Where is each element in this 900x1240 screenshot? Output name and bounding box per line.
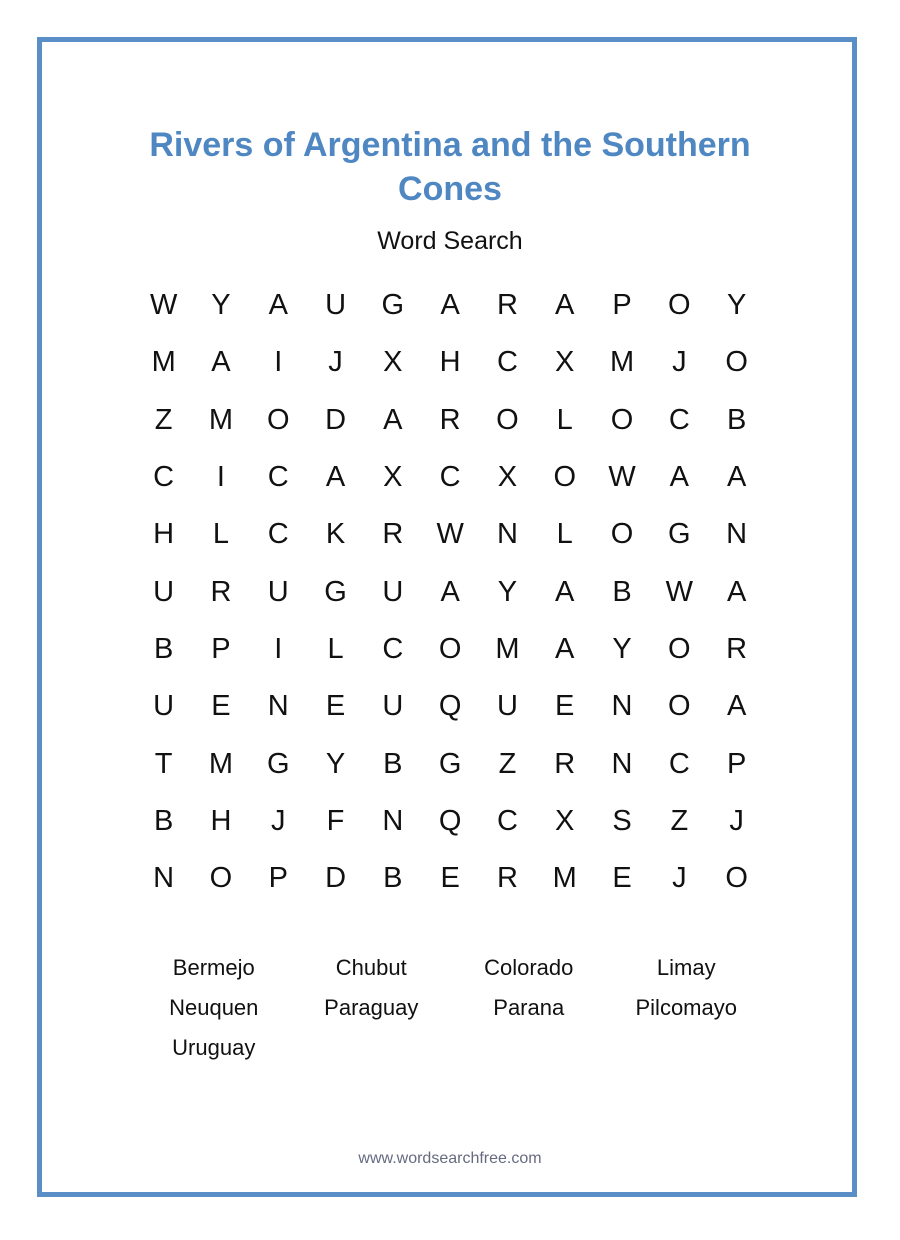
grid-letter: U [382,690,404,723]
grid-letter: C [496,804,518,837]
grid-letter: I [274,632,283,665]
grid-letter: Q [438,804,462,837]
word-list-item: Limay [656,955,716,980]
puzzle-title [0,123,900,211]
grid-letter: D [325,862,347,895]
grid-letter: O [725,346,748,379]
grid-letter: A [325,461,346,494]
grid-letter: D [325,403,347,436]
grid-letter: S [612,804,632,837]
grid-letter: T [154,747,173,780]
grid-letter: N [611,690,633,723]
word-list-item: Neuquen [169,995,259,1020]
grid-letter: P [268,862,288,895]
grid-letter: O [610,518,634,551]
grid-letter: O [725,862,748,895]
grid-letter: Z [498,747,517,780]
grid-letter: Q [438,690,462,723]
grid-letter: C [668,403,690,436]
title-line-2: Cones [398,170,502,208]
grid-letter: U [325,289,347,322]
word-list [135,948,765,1068]
grid-letter: X [555,804,575,837]
grid-letter: J [270,804,286,837]
grid-letter: B [726,403,747,436]
grid-letter: B [612,575,632,608]
grid-letter: C [153,461,175,494]
word-list-item: Chubut [335,955,407,980]
grid-letter: Y [726,289,747,322]
grid-letter: A [211,346,231,379]
grid-letter: N [726,518,748,551]
grid-letter: U [267,575,289,608]
grid-letter: R [496,862,518,895]
grid-letter: O [266,403,290,436]
grid-letter: C [496,346,518,379]
grid-letter: C [668,747,690,780]
grid-letter: R [726,632,748,665]
grid-letter: R [554,747,576,780]
grid-letter: L [327,632,344,665]
grid-letter: O [668,632,691,665]
grid-letter: E [555,690,575,723]
grid-letter: M [151,346,176,379]
grid-letter: A [268,289,288,322]
word-list-item: Parana [493,995,565,1020]
grid-letter: O [209,862,233,895]
grid-letter: Y [612,632,632,665]
grid-letter: W [149,289,178,322]
grid-letter: G [438,747,462,780]
grid-letter: N [153,862,175,895]
grid-letter: M [609,346,635,379]
grid-letter: O [553,461,576,494]
word-list-item: Paraguay [324,995,419,1020]
grid-letter: O [610,403,634,436]
grid-letter: U [153,575,175,608]
grid-letter: A [440,289,460,322]
grid-letter: W [608,461,636,494]
grid-letter: P [726,747,747,780]
grid-letter: B [383,862,403,895]
grid-letter: H [439,346,461,379]
grid-letter: C [382,632,404,665]
grid-letter: Y [325,747,346,780]
grid-letter: R [210,575,232,608]
grid-letter: Y [211,289,231,322]
grid-letter: L [212,518,230,551]
word-list-item: Bermejo [172,955,255,980]
grid-letter: A [440,575,460,608]
grid-letter: R [439,403,461,436]
grid-letter: A [383,403,403,436]
grid-letter: L [556,518,573,551]
grid-letter: G [381,289,405,322]
grid-letter: U [153,690,175,723]
grid-letter: Y [497,575,518,608]
grid-letter: G [266,747,290,780]
grid-letter: A [726,575,747,608]
word-list-item: Colorado [484,955,574,980]
grid-letter: B [153,632,174,665]
word-list-item: Uruguay [172,1035,256,1060]
grid-letter: O [668,289,691,322]
grid-letter: W [665,575,693,608]
grid-letter: A [669,461,689,494]
grid-letter: X [383,461,403,494]
grid-letter: G [324,575,347,608]
grid-letter: E [325,690,346,723]
grid-letter: U [496,690,518,723]
grid-letter: O [438,632,462,665]
grid-letter: M [208,403,234,436]
puzzle-subtitle: Word Search [377,227,523,255]
grid-letter: X [497,461,518,494]
grid-letter: I [216,461,225,494]
grid-letter: A [555,632,575,665]
grid-letter: H [210,804,232,837]
grid-letter: R [496,289,518,322]
word-list-item: Pilcomayo [635,995,737,1020]
grid-letter: C [267,461,289,494]
grid-letter: N [267,690,289,723]
grid-letter: O [496,403,519,436]
grid-letter: X [555,346,575,379]
grid-letter: M [208,747,234,780]
grid-letter: M [495,632,520,665]
grid-letter: N [611,747,633,780]
grid-letter: Z [670,804,689,837]
letter-grid [135,277,765,907]
grid-letter: N [382,804,404,837]
grid-letter: E [440,862,460,895]
grid-letter: E [211,690,231,723]
grid-letter: B [383,747,403,780]
grid-letter: A [726,690,747,723]
grid-letter: A [555,575,575,608]
grid-letter: E [612,862,632,895]
grid-letter: B [153,804,174,837]
grid-letter: J [672,346,687,379]
grid-letter: M [552,862,577,895]
grid-letter: N [496,518,518,551]
grid-letter: P [612,289,632,322]
grid-letter: O [668,690,691,723]
grid-letter: I [274,346,283,379]
grid-letter: J [729,804,744,837]
grid-letter: H [153,518,175,551]
grid-letter: K [325,518,346,551]
grid-letter: R [382,518,404,551]
grid-letter: Z [154,403,173,436]
grid-letter: A [726,461,747,494]
grid-letter: L [556,403,573,436]
footer-url: www.wordsearchfree.com [358,1150,542,1167]
grid-letter: X [383,346,403,379]
grid-letter: C [267,518,289,551]
grid-letter: U [382,575,404,608]
title-line-1: Rivers of Argentina and the Southern [149,126,751,164]
grid-letter: F [326,804,345,837]
grid-letter: J [328,346,343,379]
grid-letter: P [211,632,231,665]
grid-letter: J [672,862,687,895]
grid-letter: W [436,518,464,551]
grid-letter: G [668,518,691,551]
grid-letter: A [555,289,575,322]
grid-letter: C [439,461,461,494]
